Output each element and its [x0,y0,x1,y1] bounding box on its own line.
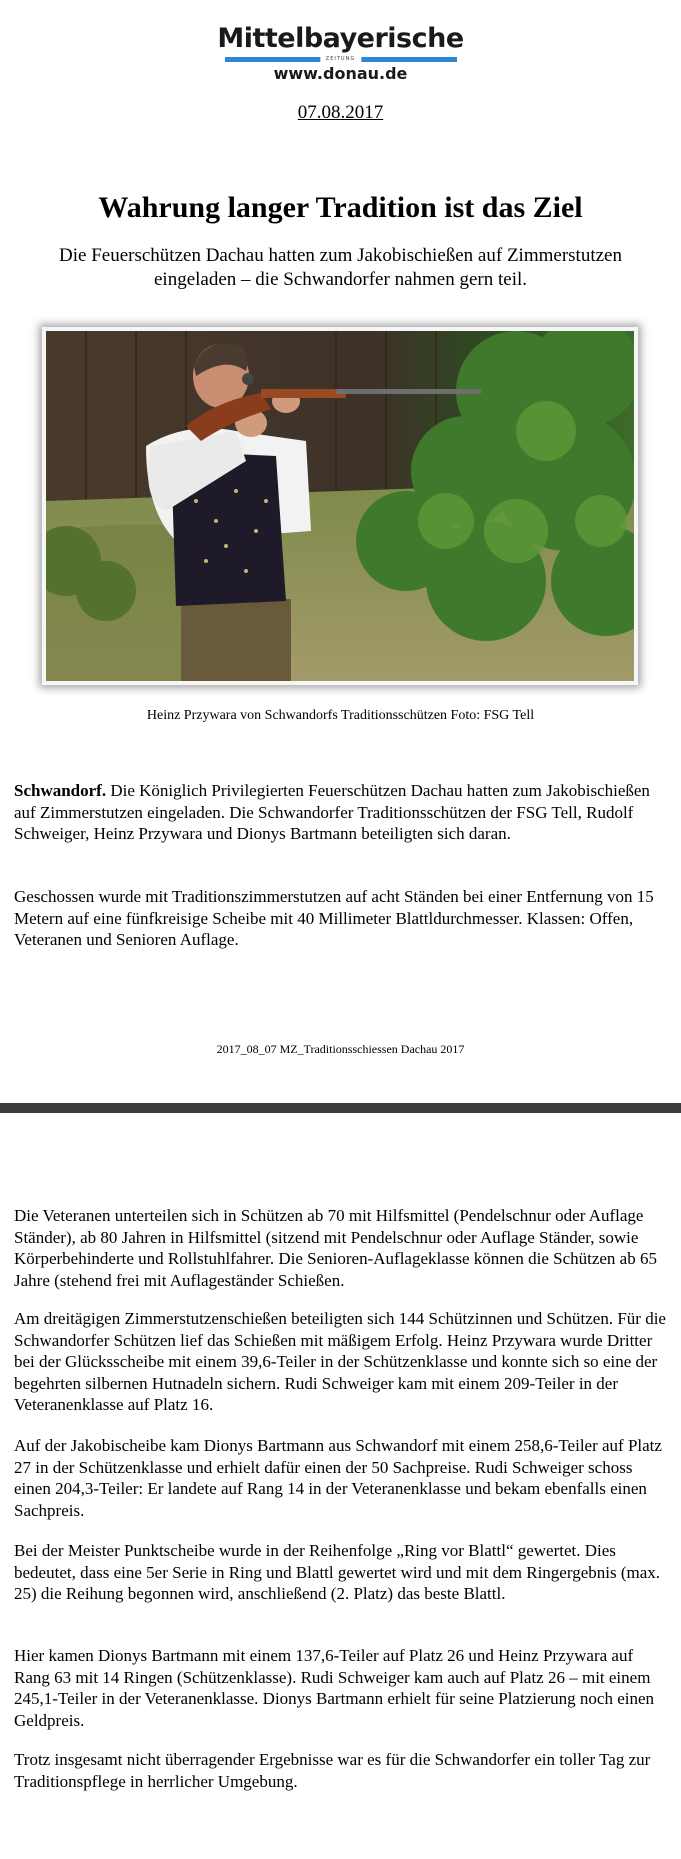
logo-subline: ZEITUNG [320,56,361,63]
masthead-logo [0,22,681,85]
article-headline: Wahrung langer Tradition ist das Ziel [98,191,583,224]
newspaper-name: Mittelbayerische [217,23,464,54]
dateline: Schwandorf. [14,781,107,800]
body-paragraph-4: Am dreitägigen Zimmerstutzenschießen beteiligten sich 144 Schützinnen und Schützen. Für die Schwandorfer Schützen lief das Schießen mit mäßigem Erfolg. Heinz Przywara wurde Dritter bei der Glücksscheibe mit einem 39,6-Teiler in der Schützenklasse und konnte sich so eine der begehrten silbernen Hutnadeln sichern. Rudi Schweiger kam mit einem 209-Teiler in der Veteranenklasse auf Platz 16. [14,1309,666,1414]
newspaper-url: www.donau.de [273,64,408,83]
article-photo [42,327,638,685]
body-paragraph-3: Die Veteranen unterteilen sich in Schützen ab 70 mit Hilfsmittel (Pendelschnur oder Auflage Ständer), ab 80 Jahren in Hilfsmittel (sitzend mit Pendelschnur oder Auflage Ständer, sowie Körperbehinderte und Rollstuhlfahrer. Die Senioren-Auflageklasse können die Schützen ab 65 Jahre (stehend frei mit Auflageständer Schießen. [14,1206,657,1290]
article-date: 07.08.2017 [297,102,384,123]
photo-shooter-with-rifle [46,331,634,681]
page-footer: 2017_08_07 MZ_Traditionsschiessen Dachau 2017 [216,1042,465,1056]
logo-blue-bar [225,57,457,62]
body-paragraph-7: Hier kamen Dionys Bartmann mit einem 137,6-Teiler auf Platz 26 und Heinz Przywara auf Rang 63 mit 14 Ringen (Schützenklasse). Rudi Schweiger kam auch auf Platz 26 – mit einem 245,1-Teiler in der Veteranenklasse. Dionys Bartmann erhielt für seine Platzierung noch einen Geldpreis. [14,1646,655,1730]
body-paragraph-8: Trotz insgesamt nicht überragender Ergebnisse war es für die Schwandorfer ein toller Tag zur Traditionspflege in herrlicher Umgebung. [14,1750,651,1791]
article-subtitle: Die Feuerschützen Dachau hatten zum Jakobischießen auf Zimmerstutzen eingeladen – die Schwandorfer nahmen gern teil. [59,245,622,290]
document-page-2 [0,1113,681,1859]
body-paragraph-2: Geschossen wurde mit Traditionszimmerstutzen auf acht Ständen bei einer Entfernung von 15 Metern auf eine fünfkreisige Scheibe mit 40 Millimeter Blattldurchmesser. Klassen: Offen, Veteranen und Senioren Auflage. [14,887,654,949]
body-paragraph-1 [14,780,666,845]
photo-caption: Heinz Przywara von Schwandorfs Traditionsschützen Foto: FSG Tell [146,708,535,723]
body-paragraph-5: Auf der Jakobischeibe kam Dionys Bartmann aus Schwandorf mit einem 258,6-Teiler auf Platz 27 in der Schützenklasse und erhielt dafür einen der 50 Sachpreise. Rudi Schweiger schoss einen 204,3-Teiler: Er landete auf Rang 14 in der Veteranenklasse und bekam ebenfalls einen Sachpreis. [14,1436,662,1520]
page-separator [0,1103,681,1113]
paragraph-1-text: Die Königlich Privilegierten Feuerschützen Dachau hatten zum Jakobischießen auf Zimmerstutzen eingeladen. Die Schwandorfer Traditionsschützen der FSG Tell, Rudolf Schweiger, Heinz Przywara und Dionys Bartmann beteiligten sich daran. [14,781,650,843]
body-paragraph-6: Bei der Meister Punktscheibe wurde in der Reihenfolge „Ring vor Blattl“ gewertet. Dies bedeutet, dass eine 5er Serie in Ring und Blattl gewertet wird und mit dem Ringergebnis (max. 25) die Reihung begonnen wird, anschließend (2. Platz) das beste Blattl. [14,1541,661,1603]
